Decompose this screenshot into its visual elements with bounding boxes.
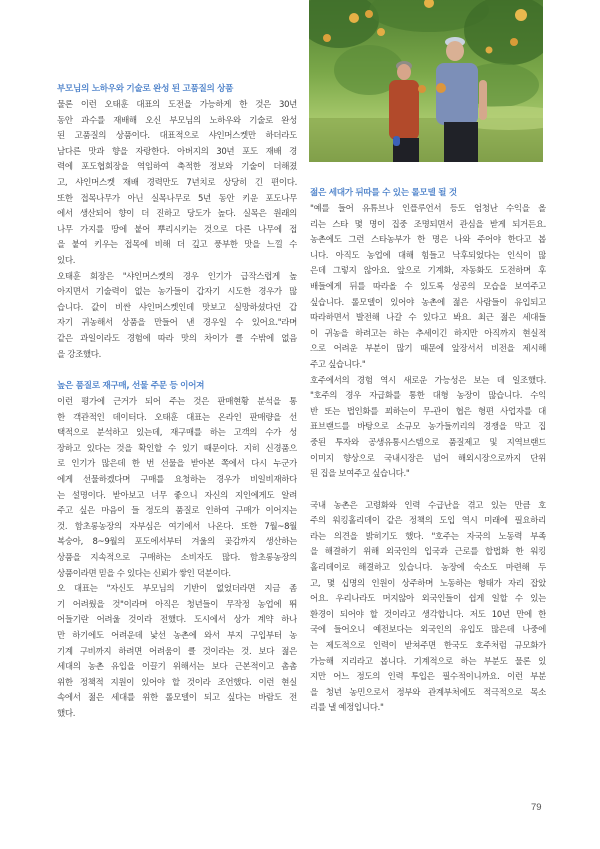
paragraph	[57, 270, 297, 364]
paragraph	[310, 374, 546, 483]
text-line: 홀리데이로 해결하고 있습니다. 농장에 숙소도 마련해 두	[310, 563, 546, 574]
text-line: 남다른 맛과 향을 자랑한다. 아버지의 30년 포도 재배 경	[57, 146, 297, 157]
text-line: "호주의 경우 자급화를 통한 대형 농장이 많습니다. 수익	[310, 391, 546, 402]
text-line: 있다.	[57, 255, 76, 266]
text-line: 주고 싶은 마음이 들 정도의 품질로 인하여 구매가 이어지는	[57, 506, 297, 517]
text-line: 지만 어느 정도의 인력 투입은 필수적이니까요. 이런 부분	[310, 672, 546, 683]
text-line: 주의 워킹홀리데이 같은 정책의 도입 역시 미래에 필요하리	[310, 516, 546, 527]
text-line: 로 인기가 많은데 한 번 선물을 받아본 쪽에서 다시 누군가	[57, 459, 297, 470]
text-line: 리를 낼 예정입니다."	[310, 703, 384, 714]
text-line: "예를 들어 유튜브나 인플루언서 등도 엄청난 수익을 올	[310, 204, 546, 214]
text-line: 복숭아, 8~9월의 포도에서부터 겨울의 곶감까지 생산하는	[57, 537, 297, 548]
text-line: 자기 귀농해서 상품을 만들어 낸 경우일 수 있어요."라며	[57, 318, 297, 329]
text-line: 호주에서의 경험 역시 새로운 가능성은 보는 데 일조했다.	[310, 375, 546, 386]
text-line: 국에 들어오니 예전보다는 외국인의 유입도 많은데 나중에	[310, 625, 546, 636]
text-line: 이 귀농을 하려고는 하는 추세이긴 하지만 아직까지 현실적	[310, 328, 546, 339]
text-line: 오태훈 회장은 "샤인머스켓의 경우 인기가 급작스럽게 높	[57, 271, 297, 282]
text-line: 고, 몇 십명의 인원이 상주하며 노동하는 형태가 자리 잡았	[310, 578, 546, 589]
text-line: 기 어려웠을 것"이라며 아직은 청년들이 무작정 농업에 뛰	[57, 599, 297, 610]
text-line: 나무 가지를 땅에 붙어 뿌리시키는 것으로 다른 나무에 접	[57, 224, 297, 235]
text-line: 어들기란 어려울 것이라 전했다. 도시에서 상가 계약 하나	[57, 615, 297, 626]
text-line: 환경이 되어야 할 것이라고 생각합니다. 저도 10년 만에 한	[310, 609, 546, 620]
text-line: 니다. 아직도 농업에 대해 힘들고 낙후되었다는 인식이 많	[310, 250, 546, 261]
text-line: 을 붙여 키우는 접목에 비해 더 깊고 풍부한 맛을 느낄 수	[57, 240, 297, 251]
text-line: 이런 평가에 근거가 되어 주는 것은 판매현황 분석을 통	[57, 397, 297, 408]
section-heading-repurchase: 높은 품질로 재구매, 선물 주문 등 이어져	[57, 381, 205, 392]
paragraph	[57, 395, 297, 582]
text-line: 했다.	[57, 708, 76, 719]
text-line: 세대의 농촌 유입을 이끌기 위해서는 보다 근본적이고 촘촘	[57, 662, 297, 673]
paragraph	[57, 98, 297, 270]
text-line: 된 고품질의 상품이다. 대표적으로 샤인머스켓만 하더라도	[57, 131, 297, 142]
text-line: 국내 농촌은 고령화와 인력 수급난을 겪고 있는 만큼 호	[310, 500, 546, 511]
text-line: 는 설명이다. 받아보고 너무 좋으니 자신의 지인에게도 알려	[57, 490, 297, 501]
text-line: 력에 포도협회장을 역임하여 축적한 정보와 기술이 더해졌	[57, 162, 297, 173]
right-column	[310, 186, 546, 717]
orchard-photo	[309, 0, 543, 162]
text-line: 상품이라면 믿을 수 있다는 신뢰가 쌓인 덕분이다.	[57, 568, 231, 579]
text-line: 표브랜드를 바탕으로 소규모 농가들끼리의 경쟁을 막고 집	[310, 422, 546, 433]
text-line: 같은 과일이라도 경험에 따라 맛의 차이가 클 수밖에 없음	[57, 333, 297, 344]
text-line: 주고 싶습니다."	[310, 359, 366, 370]
text-line: 을 해결하기 위해 외국인의 입국과 근로를 합법화 한 워킹	[310, 547, 546, 558]
text-line: 기계 구비까지 하려면 어려움이 클 것이라는 것. 보다 젊은	[57, 646, 297, 657]
text-line: 이미지 향상으로 국내시장은 넘어 해외시장으로까지 단위	[310, 453, 546, 464]
paragraph	[310, 202, 546, 374]
text-line: 농촌에도 그런 스타농부가 한 명은 나와 주어야 한다고 봅	[310, 235, 546, 246]
text-line: 위한 정책적 지원이 있어야 할 것이라 조언했다. 이런 현실	[57, 677, 297, 688]
text-line: 된 집을 보여주고 싶습니다."	[310, 469, 410, 480]
section-heading-role-model: 젊은 세대가 뒤따를 수 있는 롤모델 될 것	[310, 188, 457, 198]
photo-orchard-icon	[309, 0, 543, 162]
text-line: 습니다. 값이 비싼 샤인머스켓인데 맛보고 실망하셨다던 갑	[57, 302, 297, 313]
text-line: 은데 그렇지 않아요. 앞으로 기계화, 자동화도 도전하며 후	[310, 266, 546, 277]
text-line: 물론 이런 오태훈 대표의 도전을 가능하게 한 것은 30년	[57, 100, 297, 110]
text-line: 것. 함초롱농장의 자부심은 여기에서 나온다. 또한 7월~8월	[57, 521, 297, 532]
text-line: 라는 의견을 밝히기도 했다. "호주는 자국의 노동력 부족	[310, 531, 546, 542]
text-line: 한 객관적인 데이터다. 오태훈 대표는 온라인 판매량을 선	[57, 412, 297, 423]
text-line: 가능해 지리라고 봅니다. 기계적으로 하는 부분도 물론 있	[310, 656, 546, 667]
spacer	[310, 483, 546, 499]
text-line: 고, 샤인머스켓 재배 경력만도 7년치로 상당히 긴 편이다.	[57, 177, 297, 188]
paragraph	[310, 499, 546, 717]
text-line: 상품을 지속적으로 구매하는 소비자도 많다. 함초롱농장의	[57, 553, 297, 564]
text-line: 싶습니다. 롤모델이 있어야 농촌에 젊은 사람들이 유입되고	[310, 297, 546, 308]
text-line: 아지면서 기술력이 없는 농가들이 갑자기 시도한 경우가 많	[57, 287, 297, 298]
text-line: 을 강조했다.	[57, 349, 102, 360]
text-line: 반 또는 법인화를 꾀하는이 무-관이 협은 형편 사업자를 대	[310, 406, 546, 417]
text-line: 속에서 젊은 세대를 위한 롤모델이 되고 싶다는 바람도 전	[57, 693, 297, 704]
paragraph	[57, 582, 297, 722]
text-line: 어요. 우리나라도 머지않아 외국인들이 쉽게 일할 수 있는	[310, 594, 546, 605]
text-line: 따라하면서 발전해 나갈 수 있다고 봐요. 최근 젊은 세대들	[310, 313, 546, 324]
text-line: 만 하기에도 어려운데 낯선 농촌에 와서 부지 구입부터 농	[57, 631, 297, 641]
text-line: 배들에게 뒤를 따라올 수 있도록 성공의 모습을 보여주고	[310, 281, 546, 292]
text-line: 에게 선물하겠다며 구매를 요청하는 경우가 비일비재하다	[57, 475, 297, 486]
text-line: 는 제도적으로 인력이 받쳐주면 한국도 호주처럼 규모화가	[310, 641, 546, 652]
text-line: 중된 투자와 공생유통시스템으로 품질제고 및 지역브랜드	[310, 437, 546, 448]
text-line: 을 청년 농민으로서 정부와 관계부처에도 적극적으로 목소	[310, 687, 546, 698]
text-line: 동안 과수를 재배해 오신 부모님의 노하우와 기술로 완성	[57, 115, 297, 126]
text-line: 오 대표는 "자신도 부모님의 기반이 없었더라면 지금 좀	[57, 584, 297, 595]
text-line: 에서 생산되어 향이 더 진하고 당도가 높다. 실목은 원래의	[57, 209, 297, 220]
text-line: 또한 접목나무가 아닌 실목나무로 5년 동안 키운 포도나무	[57, 193, 297, 204]
page-number: 79	[531, 802, 542, 813]
text-line: 장하고 있다는 것을 확인할 수 있기 때문이다. 지히 신경품으	[57, 443, 297, 454]
spacer	[57, 363, 297, 379]
section-heading-quality: 부모님의 노하우와 기술로 완성 된 고품질의 상품	[57, 84, 234, 94]
text-line: 으로 어려운 부분이 많기 때문에 앞장서서 비전을 제시해	[310, 344, 546, 355]
left-column	[57, 82, 297, 723]
text-line: 리는 스타 몇 명이 집중 조명되면서 관심을 받게 되거든요.	[310, 219, 546, 230]
text-line: 택적으로 분석하고 있는데, 재구매를 하는 고객의 수가 성	[57, 428, 297, 439]
